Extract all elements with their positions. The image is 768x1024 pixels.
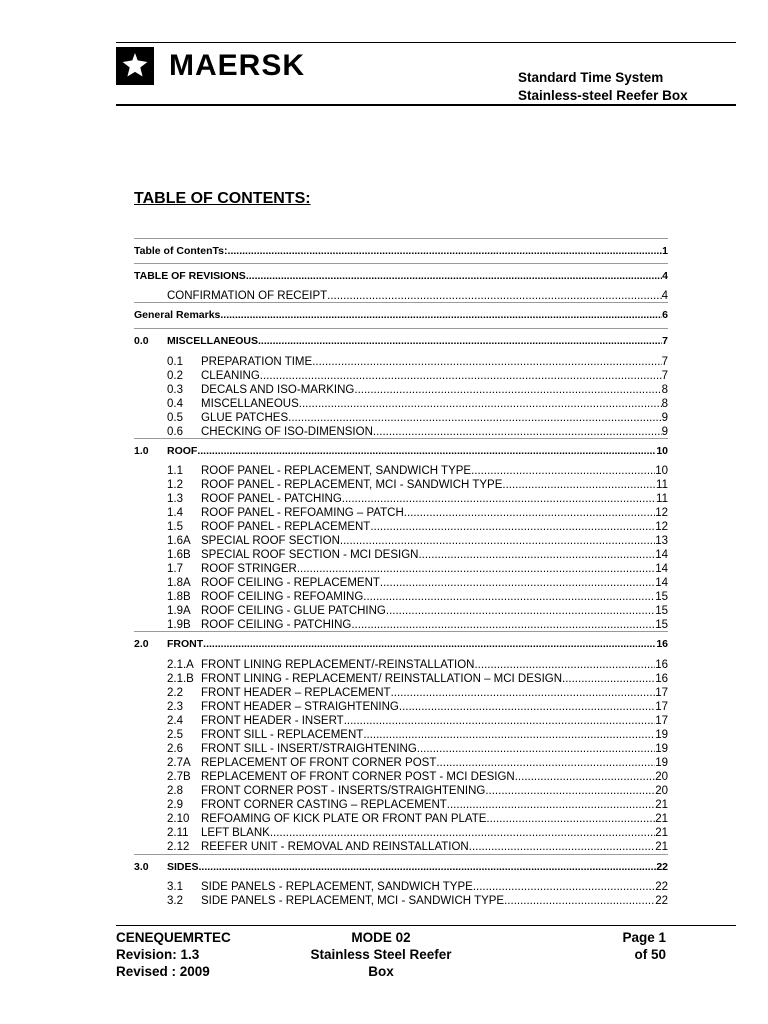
toc-entry-title: FRONT LINING REPLACEMENT/-REINSTALLATION	[201, 659, 475, 671]
toc-dot-leader	[399, 700, 655, 714]
toc-entry-title: FRONT LINING - REPLACEMENT/ REINSTALLATION – MCI DESIGN	[201, 673, 563, 685]
toc-entry-number: 0.6	[167, 426, 183, 438]
toc-entry-number: 2.5	[167, 729, 183, 741]
toc-entry-title: ROOF PANEL - REFOAMING – PATCH	[201, 507, 404, 519]
toc-entry[interactable]	[134, 269, 668, 283]
toc-page-number: 22	[655, 895, 668, 907]
toc-entry-number: 2.9	[167, 799, 183, 811]
toc-dot-leader	[370, 520, 655, 534]
system-title: Standard Time System	[518, 70, 664, 85]
toc-entry-title: ROOF PANEL - REPLACEMENT, MCI - SANDWICH TYPE	[201, 479, 503, 491]
toc-dot-leader	[228, 244, 663, 258]
toc-entry[interactable]	[134, 798, 668, 812]
toc-entry[interactable]	[134, 672, 668, 686]
toc-entry-number: 2.7B	[167, 771, 191, 783]
toc-entry-number: 1.3	[167, 493, 183, 505]
toc-entry-title: SIDES	[167, 861, 199, 873]
toc-entry-title: SIDE PANELS - REPLACEMENT, MCI - SANDWICH TYPE	[201, 895, 505, 907]
toc-page-number: 22	[655, 881, 668, 893]
toc-dot-leader	[469, 840, 655, 854]
toc-page-number: 15	[655, 605, 668, 617]
toc-entry-title: TABLE OF REVISIONS	[134, 270, 246, 282]
toc-dot-leader	[258, 334, 662, 348]
toc-entry-number: 0.0	[134, 335, 149, 347]
page-title: TABLE OF CONTENTS:	[134, 190, 311, 207]
toc-entry[interactable]	[134, 686, 668, 700]
toc-entry[interactable]	[134, 411, 668, 425]
toc-entry[interactable]	[134, 880, 668, 894]
toc-entry[interactable]	[134, 506, 668, 520]
toc-entry-number: 2.1.B	[167, 673, 194, 685]
product-title: Stainless-steel Reefer Box	[518, 88, 688, 103]
toc-page-number: 11	[656, 479, 668, 491]
toc-page-number: 16	[655, 659, 668, 671]
toc-entry-number: 1.7	[167, 563, 183, 575]
toc-page-number: 8	[661, 398, 668, 410]
toc-entry-title: REPLACEMENT OF FRONT CORNER POST	[201, 757, 437, 769]
toc-entry-number: 3.2	[167, 895, 183, 907]
toc-page-number: 16	[656, 638, 668, 650]
header-top-rule	[116, 42, 736, 43]
toc-entry-number: 0.1	[167, 356, 183, 368]
toc-dot-leader	[373, 425, 662, 439]
toc-dot-leader	[197, 444, 656, 458]
toc-entry-title: SPECIAL ROOF SECTION	[201, 535, 340, 547]
toc-entry-title: GLUE PATCHES	[201, 412, 289, 424]
toc-dot-leader	[297, 562, 655, 576]
toc-entry-number: 3.1	[167, 881, 183, 893]
toc-dot-leader	[447, 798, 655, 812]
toc-dot-leader	[344, 714, 656, 728]
toc-page-number: 10	[655, 465, 668, 477]
toc-page-number: 20	[655, 785, 668, 797]
footer-page-number: Page 1	[622, 930, 666, 945]
toc-dot-leader	[203, 637, 656, 651]
toc-page-number: 19	[655, 729, 668, 741]
toc-entry-number: 1.0	[134, 445, 149, 457]
toc-entry-number: 1.5	[167, 521, 183, 533]
footer-revision: Revision: 1.3	[116, 947, 200, 962]
toc-entry[interactable]	[134, 826, 668, 840]
toc-page-number: 11	[656, 493, 668, 505]
toc-entry[interactable]	[134, 604, 668, 618]
toc-entry-number: 3.0	[134, 861, 149, 873]
toc-entry[interactable]	[134, 355, 668, 369]
toc-entry-number: 0.5	[167, 412, 183, 424]
toc-separator	[134, 238, 668, 239]
toc-page-number: 6	[662, 309, 668, 321]
toc-entry-title: REFOAMING OF KICK PLATE OR FRONT PAN PLATE	[201, 813, 487, 825]
toc-entry-title: MISCELLANEOUS	[201, 398, 299, 410]
toc-entry[interactable]	[134, 478, 668, 492]
footer-rule	[116, 925, 736, 926]
toc-entry-number: 1.2	[167, 479, 183, 491]
toc-entry-number: 0.4	[167, 398, 183, 410]
toc-dot-leader	[327, 289, 661, 303]
toc-entry-number: 0.2	[167, 370, 183, 382]
toc-entry-number: 2.6	[167, 743, 183, 755]
toc-entry-number: 2.11	[167, 827, 189, 839]
toc-entry-number: 2.7A	[167, 757, 191, 769]
toc-entry-number: 2.4	[167, 715, 183, 727]
toc-entry-number: 2.10	[167, 813, 190, 825]
toc-page-number: 19	[655, 757, 668, 769]
toc-dot-leader	[363, 590, 655, 604]
toc-dot-leader	[342, 492, 656, 506]
toc-entry-title: REPLACEMENT OF FRONT CORNER POST - MCI DESIGN	[201, 771, 515, 783]
footer-doc-title: Stainless Steel Reefer Box	[310, 947, 452, 979]
toc-page-number: 9	[661, 412, 668, 424]
toc-entry-title: SIDE PANELS - REPLACEMENT, SANDWICH TYPE	[201, 881, 473, 893]
toc-dot-leader	[363, 728, 655, 742]
toc-page-number: 13	[655, 535, 668, 547]
toc-entry-title: ROOF CEILING - PATCHING	[201, 619, 352, 631]
toc-page-number: 7	[661, 370, 668, 382]
toc-page-number: 19	[655, 743, 668, 755]
toc-dot-leader	[312, 355, 661, 369]
toc-entry[interactable]	[134, 618, 668, 632]
toc-entry-number: 2.8	[167, 785, 183, 797]
toc-page-number: 17	[655, 715, 668, 727]
toc-entry[interactable]	[134, 369, 668, 383]
toc-dot-leader	[474, 658, 655, 672]
toc-entry-number: 2.0	[134, 638, 149, 650]
toc-entry[interactable]	[134, 700, 668, 714]
toc-entry-title: FRONT SILL - INSERT/STRAIGHTENING	[201, 743, 417, 755]
toc-page-number: 7	[661, 356, 668, 368]
toc-page-number: 7	[662, 335, 668, 347]
toc-entry[interactable]	[134, 742, 668, 756]
toc-entry-title: ROOF PANEL - PATCHING	[201, 493, 342, 505]
toc-entry[interactable]	[134, 756, 668, 770]
toc-page-number: 8	[661, 384, 668, 396]
toc-dot-leader	[246, 269, 662, 283]
star-icon	[116, 47, 154, 85]
footer-document-info	[116, 929, 231, 980]
toc-section-entry[interactable]	[134, 637, 668, 651]
toc-entry[interactable]	[134, 576, 668, 590]
toc-entry[interactable]	[134, 770, 668, 784]
toc-entry-title: LEFT BLANK	[201, 827, 270, 839]
toc-dot-leader	[502, 478, 656, 492]
toc-entry-number: 0.3	[167, 384, 183, 396]
toc-dot-leader	[220, 308, 662, 322]
toc-entry-title: FRONT HEADER – REPLACEMENT	[201, 687, 391, 699]
toc-entry-title: FRONT CORNER POST - INSERTS/STRAIGHTENING	[201, 785, 486, 797]
toc-page-number: 21	[655, 799, 668, 811]
toc-page-number: 21	[655, 827, 668, 839]
toc-entry-number: 1.6A	[167, 535, 191, 547]
toc-entry-title: ROOF PANEL - REPLACEMENT	[201, 521, 371, 533]
brand-name: MAERSK	[169, 49, 306, 82]
toc-entry-title: FRONT CORNER CASTING – REPLACEMENT	[201, 799, 447, 811]
toc-entry[interactable]	[134, 784, 668, 798]
toc-dot-leader	[471, 464, 655, 478]
toc-page-number: 21	[655, 813, 668, 825]
toc-page-number: 4	[661, 290, 668, 302]
toc-entry[interactable]	[134, 520, 668, 534]
toc-entry[interactable]	[134, 658, 668, 672]
toc-dot-leader	[199, 860, 657, 874]
toc-entry-number: 2.3	[167, 701, 183, 713]
toc-entry-title: ROOF	[167, 445, 198, 457]
toc-entry-title: Table of ContenTs:	[134, 245, 228, 257]
footer-page-info	[586, 929, 666, 963]
toc-entry-title: ROOF CEILING - REFOAMING	[201, 591, 364, 603]
toc-dot-leader	[417, 742, 655, 756]
footer-page-count: of 50	[634, 947, 666, 962]
toc-entry-number: 2.12	[167, 841, 190, 853]
toc-entry[interactable]	[134, 244, 668, 258]
toc-entry[interactable]	[134, 548, 668, 562]
toc-page-number: 12	[655, 507, 668, 519]
toc-separator	[134, 263, 668, 264]
toc-page-number: 9	[661, 426, 668, 438]
toc-entry-title: General Remarks	[134, 309, 221, 321]
toc-page-number: 14	[655, 563, 668, 575]
toc-dot-leader	[418, 548, 655, 562]
toc-entry-title: CLEANING	[201, 370, 260, 382]
toc-entry[interactable]	[134, 534, 668, 548]
footer-revised-date: Revised : 2009	[116, 964, 210, 979]
toc-separator	[134, 854, 668, 855]
toc-entry[interactable]	[134, 812, 668, 826]
toc-entry[interactable]	[134, 714, 668, 728]
toc-page-number: 14	[655, 549, 668, 561]
toc-entry-title: FRONT HEADER - INSERT	[201, 715, 344, 727]
toc-dot-leader	[562, 672, 655, 686]
toc-section-entry[interactable]	[134, 860, 668, 874]
toc-section-entry[interactable]	[134, 334, 668, 348]
toc-dot-leader	[386, 604, 655, 618]
toc-page-number: 10	[656, 445, 668, 457]
toc-entry-number: 1.4	[167, 507, 183, 519]
toc-dot-leader	[391, 686, 656, 700]
toc-entry-title: ROOF CEILING - REPLACEMENT	[201, 577, 380, 589]
toc-page-number: 22	[656, 861, 668, 873]
toc-entry-number: 1.8B	[167, 591, 191, 603]
toc-entry-number: 1.1	[167, 465, 183, 477]
toc-entry-number: 1.6B	[167, 549, 191, 561]
toc-entry[interactable]	[134, 728, 668, 742]
toc-entry-title: ROOF PANEL - REPLACEMENT, SANDWICH TYPE	[201, 465, 472, 477]
toc-entry-title: CHECKING OF ISO-DIMENSION	[201, 426, 373, 438]
toc-section-entry[interactable]	[134, 444, 668, 458]
toc-dot-leader	[436, 756, 655, 770]
toc-entry[interactable]	[134, 590, 668, 604]
toc-entry-title: ROOF CEILING - GLUE PATCHING	[201, 605, 386, 617]
toc-entry-title: DECALS AND ISO-MARKING	[201, 384, 355, 396]
toc-page-number: 1	[662, 245, 668, 257]
toc-dot-leader	[504, 894, 655, 908]
toc-entry-title: FRONT	[167, 638, 204, 650]
toc-entry-title: PREPARATION TIME	[201, 356, 313, 368]
toc-entry[interactable]	[134, 289, 668, 303]
toc-page-number: 4	[662, 270, 668, 282]
toc-entry[interactable]	[134, 840, 668, 854]
toc-entry-title: SPECIAL ROOF SECTION - MCI DESIGN	[201, 549, 419, 561]
toc-entry-title: FRONT SILL - REPLACEMENT	[201, 729, 364, 741]
toc-entry[interactable]	[134, 397, 668, 411]
toc-entry-title: FRONT HEADER – STRAIGHTENING	[201, 701, 399, 713]
toc-entry-number: 1.9B	[167, 619, 191, 631]
toc-entry[interactable]	[134, 562, 668, 576]
toc-dot-leader	[340, 534, 655, 548]
toc-entry-number: 2.2	[167, 687, 183, 699]
document-header-titles	[518, 69, 688, 105]
toc-separator	[134, 328, 668, 329]
toc-entry[interactable]	[134, 894, 668, 908]
toc-dot-leader	[380, 576, 655, 590]
toc-entry-title: ROOF STRINGER	[201, 563, 297, 575]
toc-entry-number: 1.8A	[167, 577, 191, 589]
toc-dot-leader	[515, 770, 655, 784]
toc-entry-title: CONFIRMATION OF RECEIPT	[167, 290, 328, 302]
toc-dot-leader	[354, 383, 661, 397]
footer-mode-info	[296, 929, 466, 980]
toc-entry[interactable]	[134, 492, 668, 506]
maersk-logo	[116, 47, 305, 85]
toc-dot-leader	[260, 369, 662, 383]
footer-mode: MODE 02	[351, 930, 411, 945]
toc-page-number: 15	[655, 591, 668, 603]
toc-dot-leader	[485, 784, 655, 798]
toc-page-number: 14	[655, 577, 668, 589]
toc-entry[interactable]	[134, 464, 668, 478]
toc-dot-leader	[404, 506, 655, 520]
footer-company: CENEQUEMRTEC	[116, 930, 231, 945]
toc-page-number: 21	[655, 841, 668, 853]
toc-entry-title: MISCELLANEOUS	[167, 335, 259, 347]
toc-entry-number: 2.1.A	[167, 659, 194, 671]
toc-page-number: 12	[655, 521, 668, 533]
toc-dot-leader	[270, 826, 655, 840]
toc-entry[interactable]	[134, 383, 668, 397]
toc-page-number: 15	[655, 619, 668, 631]
toc-dot-leader	[473, 880, 655, 894]
toc-entry-number: 1.9A	[167, 605, 191, 617]
toc-page-number: 17	[655, 687, 668, 699]
toc-dot-leader	[288, 411, 661, 425]
toc-dot-leader	[299, 397, 662, 411]
toc-entry[interactable]	[134, 308, 668, 322]
header-bottom-rule	[116, 104, 736, 106]
toc-dot-leader	[351, 618, 655, 632]
toc-page-number: 16	[655, 673, 668, 685]
toc-entry-title: REEFER UNIT - REMOVAL AND REINSTALLATION	[201, 841, 469, 853]
toc-entry[interactable]	[134, 425, 668, 439]
toc-page-number: 17	[655, 701, 668, 713]
toc-page-number: 20	[655, 771, 668, 783]
toc-dot-leader	[486, 812, 655, 826]
